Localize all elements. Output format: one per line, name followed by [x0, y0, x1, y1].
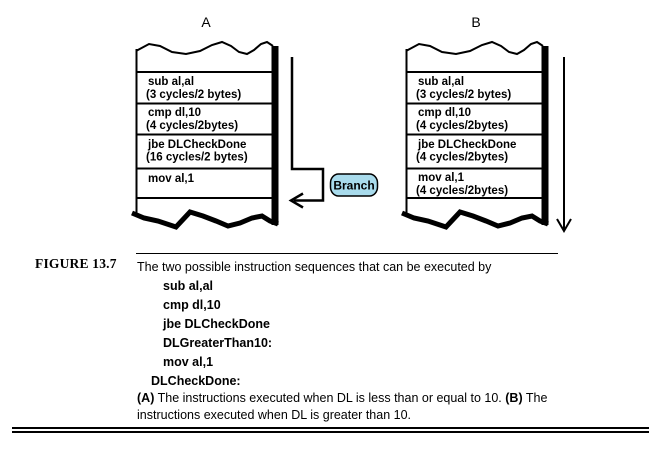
instruction-text: jbe DLCheckDone: [148, 139, 247, 151]
instruction-text: sub al,al: [148, 76, 195, 88]
figure-caption: [137, 257, 587, 424]
sequence-box-a: [132, 42, 279, 227]
cycles-text: (4 cycles/2bytes): [416, 151, 509, 164]
caption-code-line: cmp dl,10: [163, 298, 221, 312]
torn-edge-top-b: [406, 42, 543, 54]
caption-desc-b-bold: (B): [505, 391, 523, 405]
instruction-text: cmp dl,10: [418, 107, 472, 119]
instruction-text: mov al,1: [148, 173, 195, 185]
instruction-text: sub al,al: [418, 76, 465, 88]
branch-path: [291, 57, 323, 208]
caption-intro: The two possible instruction sequences that can be executed by: [137, 260, 492, 274]
cycles-text: (3 cycles/2 bytes): [416, 89, 512, 101]
caption-desc-b-text: The: [522, 391, 548, 405]
branch-badge-label: Branch: [333, 178, 375, 193]
cycles-text: (16 cycles/2 bytes): [146, 151, 248, 164]
torn-edge-bottom-a: [132, 212, 278, 227]
box-a-right-edge: [272, 46, 279, 225]
bottom-double-rule: [12, 427, 649, 433]
box-b-right-edge: [542, 46, 549, 225]
cycles-text: (4 cycles/2bytes): [416, 185, 509, 197]
caption-code-line: mov al,1: [163, 355, 214, 369]
instruction-text: mov al,1: [418, 172, 465, 184]
instruction-text: jbe DLCheckDone: [418, 139, 517, 151]
torn-edge-top-a: [136, 42, 273, 54]
sequence-label-b: B: [471, 14, 481, 30]
sequence-label-a: A: [201, 14, 211, 30]
caption-desc-line2: instructions executed when DL is greater than 10.: [137, 408, 411, 422]
cycles-text: (4 cycles/2bytes): [416, 120, 509, 132]
caption-figure-number: FIGURE 13.7: [35, 256, 117, 271]
caption-top-rule: [136, 253, 558, 254]
caption-label-line: DLCheckDone:: [151, 374, 241, 388]
torn-edge-bottom-b: [402, 212, 548, 227]
caption-code-line: jbe DLCheckDone: [163, 317, 270, 331]
instruction-text: cmp dl,10: [148, 107, 202, 119]
fallthrough-arrow: [557, 57, 571, 231]
caption-desc-a-text: The instructions executed when DL is less than or equal to 10.: [154, 391, 506, 405]
caption-code-line: DLGreaterThan10:: [163, 336, 273, 350]
caption-code-line: sub al,al: [163, 279, 214, 293]
branch-badge: [331, 174, 378, 196]
caption-desc-a-bold: (A): [137, 391, 155, 405]
cycles-text: (4 cycles/2bytes): [146, 120, 239, 132]
cycles-text: (3 cycles/2 bytes): [146, 89, 242, 101]
sequence-box-b: [402, 42, 549, 227]
caption-desc-line1: [137, 390, 587, 407]
